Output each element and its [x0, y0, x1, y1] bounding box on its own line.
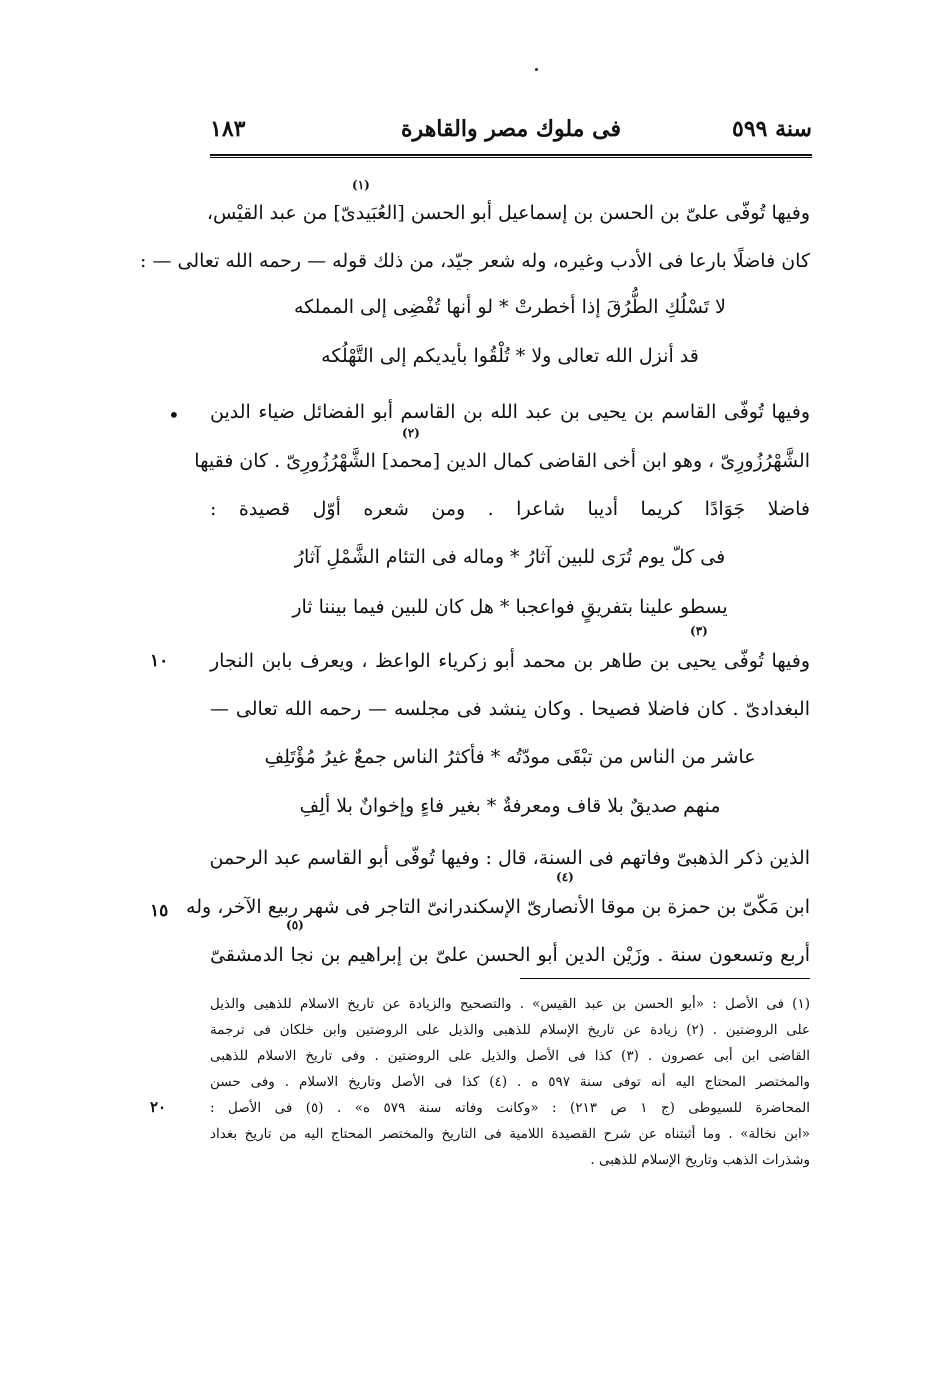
- body-line: وفيها تُوفّى يحيى بن طاهر بن محمد أبو زكرياء الواعظ ، ويعرف بابن النجار: [210, 650, 810, 672]
- margin-line-number: ١٠: [150, 651, 169, 671]
- header-title: فى ملوك مصر والقاهرة: [401, 116, 621, 142]
- footnote-line: المحاضرة للسيوطى (ج ١ ص ٢١٣) : «وكانت وفاته سنة ٥٧٩ ه» . (٥) فى الأصل :: [210, 1100, 810, 1116]
- footnote-line: «ابن نخالة» . وما أثبتناه عن شرح القصيدة اللامية فى التاريخ والمختصر المحتاج اليه من تاريخ بغداد: [210, 1126, 810, 1142]
- verse-line: قد أنزل الله تعالى ولا * تُلْقُوا بأيديكم إلى التَّهْلُكه: [321, 345, 699, 367]
- footnote-ref: (٢): [402, 426, 420, 440]
- body-line: فاضلا جَوَادًا كريما أديبا شاعرا . ومن شعره أوّل قصيدة :: [210, 498, 810, 520]
- body-line: وفيها تُوفّى علىّ بن الحسن بن إسماعيل أبو الحسن [العُبَيدىّ] من عبد القيْس،: [206, 202, 810, 224]
- verse-line: عاشر من الناس من تبْقَى مودّتُه * فأكثرُ الناس جمعٌ غيرُ مُؤْتَلِفِ: [264, 746, 756, 768]
- footnote-ref: (١): [352, 178, 370, 192]
- margin-line-number: ٢٠: [150, 1098, 167, 1116]
- footnote-line: (١) فى الأصل : «أبو الحسن بن عبد القيس» . والتصحيح والزيادة عن تاريخ الاسلام للذهبى والذيل: [210, 996, 810, 1012]
- footnote-line: وشذرات الذهب وتاريخ الإسلام للذهبى .: [590, 1152, 810, 1168]
- body-line: البغدادىّ . كان فاضلا فصيحا . وكان ينشد فى مجلسه — رحمه الله تعالى —: [210, 698, 810, 720]
- margin-line-number: ١٥: [150, 901, 169, 921]
- footnote-separator: [520, 978, 810, 979]
- footnote-ref: (٣): [690, 624, 708, 638]
- verse-line: فى كلّ يوم تُرَى للبين آثارُ * وماله فى التئام الشَّمْلِ آثارُ: [294, 546, 726, 568]
- body-line: وفيها تُوفّى القاسم بن يحيى بن عبد الله بن القاسم أبو الفضائل ضياء الدين: [210, 401, 810, 423]
- header-rule: [210, 154, 812, 156]
- scan-speck: [535, 68, 538, 71]
- footnote-line: القاضى ابن أبى عصرون . (٣) كذا فى الأصل والذيل على الروضتين . وفى تاريخ الاسلام للذهبى: [210, 1048, 810, 1064]
- footnote-ref: (٤): [556, 870, 574, 884]
- body-line: ابن مَكّىّ بن حمزة بن موقا الأنصارىّ الإسكندرانىّ التاجر فى شهر ربيع الآخر، وله: [186, 896, 810, 918]
- header-rule-thin: [210, 157, 812, 158]
- body-line: الذين ذكر الذهبىّ وفاتهم فى السنة، قال : وفيها تُوفّى أبو القاسم عبد الرحمن: [209, 847, 810, 869]
- footnote-line: على الروضتين . (٢) زيادة عن تاريخ الإسلام للذهبى والذيل على الروضتين وابن خلكان فى ترجمة: [210, 1022, 810, 1038]
- body-line: أربع وتسعون سنة . وزَيْن الدين أبو الحسن علىّ بن إبراهيم بن نجا الدمشقىّ: [210, 944, 810, 966]
- verse-line: منهم صديقٌ بلا قاف ومعرفةٌ * بغير فاءٍ وإخوانٌ بلا ألِفِ: [299, 795, 721, 817]
- body-line: كان فاضلًا بارعا فى الأدب وغيره، وله شعر جيّد، من ذلك قوله — رحمه الله تعالى — :: [140, 250, 810, 272]
- footnote-line: والمختصر المحتاج اليه أنه توفى سنة ٥٩٧ ه . (٤) كذا فى الأصل وتاريخ الاسلام . وفى حسن: [210, 1074, 810, 1090]
- body-line: الشَّهْرُزُورِىّ ، وهو ابن أخى القاضى كمال الدين [محمد] الشَّهْرُزُورِىّ . كان فقيها: [194, 450, 810, 472]
- header-year: سنة ٥٩٩: [732, 116, 812, 142]
- verse-line: لا تَسْلُكِ الطُّرُقَ إذا أخطرتْ * لو أنها تُفْضِى إلى المملكه: [294, 296, 726, 318]
- page-number: ١٨٣: [210, 116, 246, 142]
- running-header: [210, 116, 812, 150]
- verse-line: يسطو علينا بتفريقٍ فواعجبا * هل كان للبين فيما بيننا ثار: [292, 596, 728, 618]
- margin-bullet: •: [168, 403, 180, 427]
- footnote-ref: (٥): [286, 918, 304, 932]
